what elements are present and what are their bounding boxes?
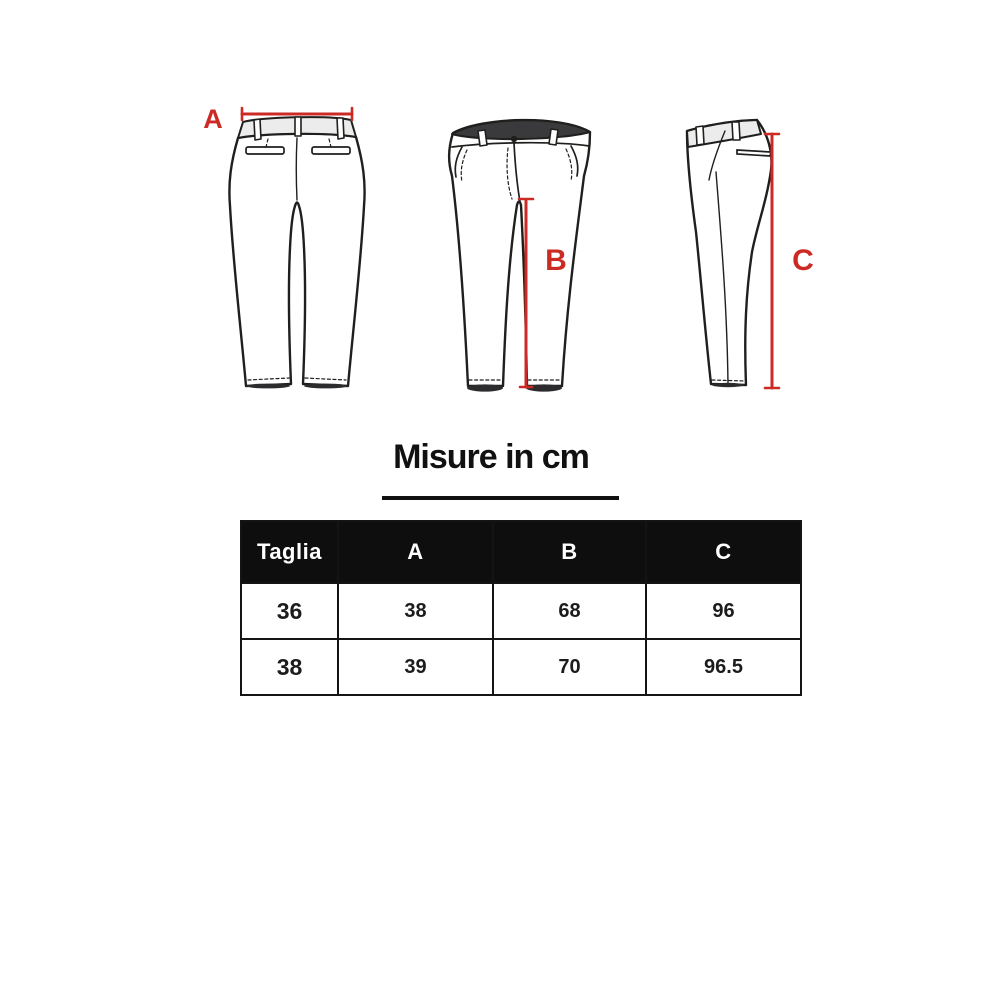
size-table [240,520,800,696]
pants-side-view-drawing [687,120,814,388]
section-title: Misure in cm [393,438,589,476]
back-welt-pocket [246,147,284,154]
pants-back-center-seam [296,138,297,200]
belt-loop [478,130,487,146]
waist-button [511,136,517,142]
measure-label-b: B [545,244,567,277]
hem-shadow [712,383,744,387]
col-header-a: A [338,521,493,583]
pants-back-body [229,134,364,386]
col-header-b: B [493,521,646,583]
belt-loop [337,118,344,139]
cell-c: 96 [646,583,801,639]
belt-loop [732,122,740,140]
side-welt-pocket [737,150,771,156]
col-header-c: C [646,521,801,583]
pants-side-body [687,120,771,385]
cell-a: 39 [338,639,493,695]
cell-b: 70 [493,639,646,695]
measurements-table [240,520,802,696]
title-underline [382,496,619,500]
cell-a: 38 [338,583,493,639]
table-row-size-38 [241,639,801,695]
waistband-inside [452,120,590,139]
hem-shadow [246,384,290,389]
col-header-taglia: Taglia [241,521,338,583]
pants-front-body [449,120,590,386]
pants-diagrams [0,0,1000,430]
table-header-row [241,521,801,583]
cell-c: 96.5 [646,639,801,695]
hem-shadow [467,384,503,391]
table-row-size-36 [241,583,801,639]
cell-b: 68 [493,583,646,639]
belt-loop [696,126,704,145]
measure-label-a: A [203,104,223,134]
measure-label-c: C [792,244,814,277]
pants-back-view-drawing [203,104,364,388]
belt-loop [254,119,261,140]
back-welt-pocket [312,147,350,154]
belt-loop [295,117,301,136]
hem-shadow [304,384,348,389]
cell-taglia: 36 [241,583,338,639]
belt-loop [549,129,558,145]
pants-front-view-drawing [449,120,590,392]
cell-taglia: 38 [241,639,338,695]
